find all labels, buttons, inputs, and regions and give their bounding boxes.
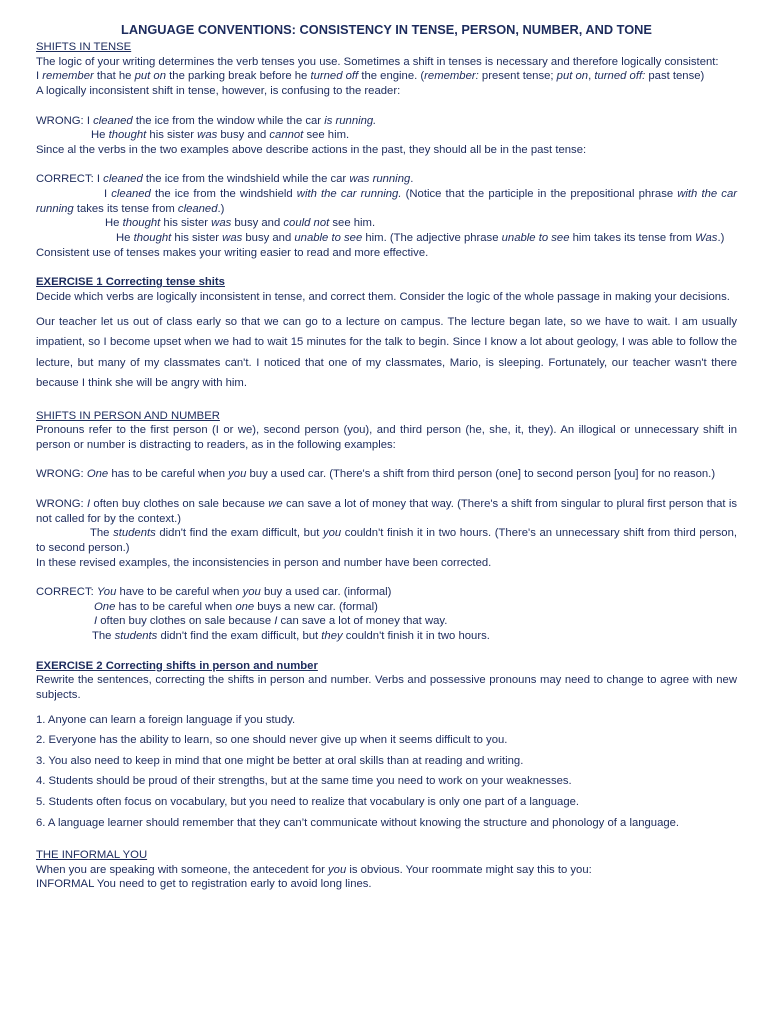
exercise-1-heading: EXERCISE 1 Correcting tense shits [36,276,225,289]
section-heading-person: SHIFTS IN PERSON AND NUMBER [36,409,220,422]
exercise-2-instructions: Rewrite the sentences, correcting the shifts in person and number. Verbs and possessive pronouns may need to change to agree with new subjects. [36,674,737,701]
list-item: 2. Everyone has the ability to learn, so one should never give up when it seems difficult to you. [36,734,508,747]
informal-you-text: When you are speaking with someone, the antecedent for you is obvious. Your roommate might say this to you: [36,863,592,876]
tense-correct-3: He thought his sister was busy and could not see him. [105,217,376,230]
exercise-2-list [36,710,737,834]
person-wrong-1: WRONG: One has to be careful when you buy a used car. (There's a shift from third person (one] to second person [you] for no reason.) [36,468,716,481]
list-item: 1. Anyone can learn a foreign language if you study. [36,713,296,726]
list-item: 5. Students often focus on vocabulary, but you need to realize that vocabulary is only one part of a language. [36,796,580,809]
exercise-2-heading: EXERCISE 2 Correcting shifts in person and number [36,659,318,672]
list-item: 3. You also need to keep in mind that one might be better at oral skills than at reading and writing. [36,754,524,767]
informal-you-example: INFORMAL You need to get to registration early to avoid long lines. [36,878,372,891]
tense-wrong-2: He thought his sister was busy and cannot see him. [91,129,350,142]
tense-consistent-note: Consistent use of tenses makes your writing easier to read and more effective. [36,246,429,259]
person-correct-3: I often buy clothes on sale because I can save a lot of money that way. [94,615,448,628]
section-heading-informal-you: THE INFORMAL YOU [36,848,148,861]
section-heading-tense: SHIFTS IN TENSE [36,41,132,53]
person-correct-2: One has to be careful when one buys a new car. (formal) [94,600,378,613]
tense-example: I remember that he put on the parking break before he turned off the engine. (remember: present tense; put on, turned off: past tense) [36,70,705,83]
tense-wrong-1: WRONG: I cleaned the ice from the window while the car is running. [36,114,377,127]
tense-correct-1: CORRECT: I cleaned the ice from the windshield while the car was running. [36,173,414,186]
person-correct-1: CORRECT: You have to be careful when you buy a used car. (informal) [36,586,392,599]
person-wrong-2: WRONG: I often buy clothes on sale because we can save a lot of money that way. (There's a shift from singular to plural first person that is not called for by the context.) [36,497,737,525]
list-item: 4. Students should be proud of their strengths, but at the same time you need to work on your weaknesses. [36,775,572,788]
tense-since-note: Since al the verbs in the two examples above describe actions in the past, they should all be in the past tense: [36,143,587,156]
person-correct-4: The students didn't find the exam difficult, but they couldn't finish it in two hours. [92,630,490,643]
page-title: LANGUAGE CONVENTIONS: CONSISTENCY IN TENSE, PERSON, NUMBER, AND TONE [121,22,652,37]
tense-correct-2: I cleaned the ice from the windshield with the car running. (Notice that the participle in the prepositional phrase with the car running takes its tense from cleaned.) [36,188,737,215]
person-intro: Pronouns refer to the first person (I or we), second person (you), and third person (he, she, it, they). An illogical or unnecessary shift in person or number is distracting to readers, as in the following examples: [36,424,737,452]
tense-correct-4: He thought his sister was busy and unable to see him. (The adjective phrase unable to see him takes its tense from Was.) [116,232,725,245]
person-revised-note: In these revised examples, the inconsistencies in person and number have been corrected. [36,556,492,569]
person-wrong-3: The students didn't find the exam difficult, but you couldn't finish it in two hours. (There's an unnecessary shift from third person, to second person.) [36,527,738,554]
list-item: 6. A language learner should remember that they can’t communicate without knowing the structure and phonology of a language. [36,816,680,829]
exercise-1-instructions: Decide which verbs are logically inconsistent in tense, and correct them. Consider the logic of the whole passage in making your decisions. [36,290,730,303]
tense-intro: The logic of your writing determines the verb tenses you use. Sometimes a shift in tenses is necessary and therefore logically consistent: [36,55,719,68]
exercise-1-passage: Our teacher let us out of class early so that we can go to a lecture on campus. The lecture began late, so we have to wait. I am usually impatient, so I become upset when we had to wait 15 minutes for the talk to begin. Since I know a lot about geology, I was able to follow the lecture, but many of my classmates can't. I noticed that one of my classmates, Mario, is sleeping. Fortunately, our teacher wasn't there because I think she will be angry with him. [36,315,737,390]
tense-illogical-note: A logically inconsistent shift in tense, however, is confusing to the reader: [36,85,401,98]
